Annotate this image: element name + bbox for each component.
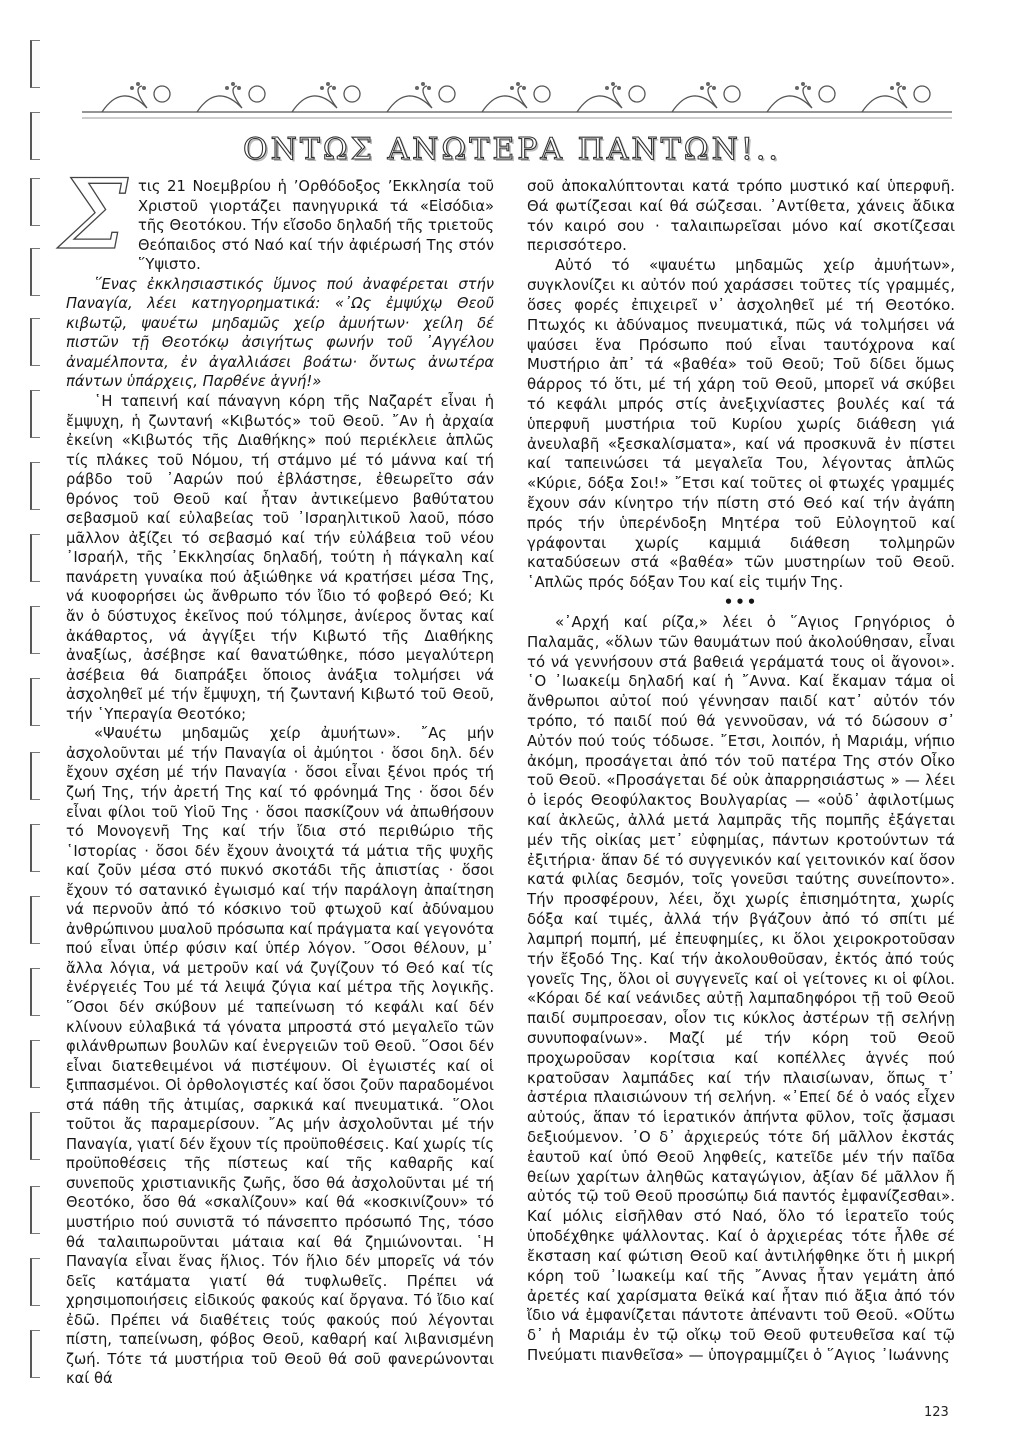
binder-holes bbox=[30, 0, 44, 1440]
ornamental-vine-border bbox=[72, 74, 962, 134]
page-title: ΟΝΤΩΣ ΑΝΩΤΕΡΑ ΠΑΝΤΩΝ!.. bbox=[243, 132, 781, 167]
body-paragraph: «Ψαυέτω μηδαμῶς χείρ ἀμυήτων». ῎Ας μήν ἀσχολοῦνται μέ τήν Παναγία οἱ ἀμύητοι · ὅσοι δηλ. δέν ἔχουν σχέση μέ τήν Παναγία · ὅσοι εἶναι ξένοι πρός τή ζωή Της, τήν ἀρετή Της καί τό φρόνημά Της · ὅσοι δέν εἶναι φίλοι τοῦ Υἱοῦ Της · ὅσοι πασκίζουν νά ἀπωθήσουν τό Μονογενῆ Της καί τήν ἴδια στό περιθώριο τῆς ῾Ιστορίας · ὅσοι δέν ἔχουν ἀνοιχτά τά μάτια τῆς ψυχῆς καί ζοῦν μέσα στό πυκνό σκοτάδι τῆς ἀπιστίας · ὅσοι ἔχουν τό σατανικό ἐγωισμό καί τήν παράλογη ἀπαίτηση νά περνοῦν ἀπό τό κόσκινο τοῦ φτωχοῦ καί ἀδύναμου ἀνθρώπινου μυαλοῦ πρόσωπα καί πράγματα καί γεγονότα πού εἶναι ὑπέρ φύσιν καί ὑπέρ λόγον. ῞Οσοι θέλουν, μ᾽ ἄλλα λόγια, νά μετροῦν καί νά ζυγίζουν τό Θεό καί τίς ἐνέργειές Του μέ τά λειψά ζύγια καί μέτρα τῆς λογικῆς. ῞Οσοι δέν σκύβουν μέ ταπείνωση τό κεφάλι καί δέν κλίνουν εὐλαβικά τά γόνατα μπροστά στό μεγαλεῖο τῶν φιλάνθρωπων βουλῶν καί ἐνεργειῶν τοῦ Θεοῦ. ῞Οσοι δέν εἶναι διατεθειμένοι νά πιστέψουν. Οἱ ἐγωιστές καί οἱ ξιππασμένοι. Οἱ ὀρθολογιστές καί ὅσοι ζοῦν παραδομένοι στά πάθη τῆς ἀτιμίας, σαρκικά καί πνευματικά. ῞Ολοι τοῦτοι ἄς παραμερίσουν. ῎Ας μήν ἀσχολοῦνται μέ τήν Παναγία, γιατί δέν ἔχουν τίς προϋποθέσεις. Καί χωρίς τίς προϋποθέσεις τῆς πίστεως καί τῆς καθαρῆς καί συνεποῦς χριστιανικῆς ζωῆς, ὅσο θά ἀσχολοῦνται μέ τή Θεοτόκο, ὅσο θά «σκαλίζουν» καί θά «κοσκινίζουν» τό μυστήριο πού συνιστᾶ τό πάνσεπτο πρόσωπό Της, τόσο θά ταλαιπωροῦνται μάταια καί θά ζημιώνονται. ῾Η Παναγία εἶναι ἕνας ἥλιος. Τόν ἥλιο δέν μπορεῖς νά τόν δεῖς κατάματα γιατί θά τυφλωθεῖς. Πρέπει νά χρησιμοποιήσεις εἰδικούς φακούς καί ὄργανα. Τό ἴδιο καί ἐδῶ. Πρέπει νά διαθέτεις τούς φακούς πού λέγονται πίστη, ταπείνωση, φόβος Θεοῦ, καθαρή καί λιβανισμένη ζωή. Τότε τά μυστήρια τοῦ Θεοῦ θά σοῦ φανερώνονται καί θά bbox=[66, 725, 494, 1388]
right-column bbox=[527, 177, 955, 1366]
body-paragraph: Αὐτό τό «ψαυέτω μηδαμῶς χείρ ἀμυήτων», συγκλονίζει κι αὐτόν πού χαράσσει τοῦτες τίς γραμμές, ὅσες φορές ἐπιχειρεῖ ν᾽ ἀσχοληθεῖ μέ τή Θεοτόκο. Πτωχός κι ἀδύναμος πνευματικά, πῶς νά τολμήσει νά ψαύσει ἕνα Πρόσωπο πού εἶναι ταυτόχρονα καί Μυστήριο ἀπ᾽ τά «βαθέα» τοῦ Θεοῦ; Τοῦ δίδει ὅμως θάρρος τό ὅτι, μέ τή χάρη τοῦ Θεοῦ, μπορεῖ νά σκύβει τό κεφάλι μπρός στίς ἀνεξιχνίαστες βουλές καί τά ὑπερφυῆ μυστήρια τοῦ Κυρίου χωρίς διάθεση γιά ἀνευλαβῆ «ξεσκαλίσματα», καί νά προσκυνᾶ ἐν πίστει καί ταπεινώσει τά μεγαλεῖα Του, λέγοντας ἁπλῶς «Κύριε, δόξα Σοι!» ῎Ετσι καί τοῦτες οἱ φτωχές γραμμές ἔχουν σάν κίνητρο τήν πίστη στό Θεό καί τήν ἀγάπη πρός τήν ὑπερένδοξη Μητέρα τοῦ Εὐλογητοῦ καί γράφονται χωρίς καμμιά διάθεση τολμηρῶν καταδύσεων στά «βαθέα» τῶν μυστηρίων τοῦ Θεοῦ. ῾Απλῶς πρός δόξαν Του καί εἰς τιμήν Της. bbox=[527, 256, 955, 592]
body-paragraph: «᾽Αρχή καί ρίζα,» λέει ὁ ῞Αγιος Γρηγόριος ὁ Παλαμᾶς, «ὅλων τῶν θαυμάτων πού ἀκολούθησαν, εἶναι τό νά γεννήσουν στά βαθειά γεράματά τους οἱ ἄγονοι». ῾Ο ᾽Ιωακείμ δηλαδή καί ἡ ῎Αννα. Καί ἔκαμαν τάμα οἱ ἄνθρωποι αὐτοί πού γέννησαν παιδί κατ᾽ αὐτόν τόν τρόπο, τό παιδί πού θά γεννοῦσαν, νά τό δώσουν σ᾽ Αὐτόν πού τούς τόδωσε. ῎Ετσι, λοιπόν, ἡ Μαριάμ, νήπιο ἀκόμη, προσάγεται ἀπό τόν τοῦ πατέρα Της στόν Οἶκο τοῦ Θεοῦ. «Προσάγεται δέ οὐκ ἀπαρρησιάστως » — λέει ὁ ἱερός Θεοφύλακτος Βουλγαρίας — «οὐδ᾽ ἀφιλοτίμως καί ἀκλεῶς, ἀλλά μετά λαμπρᾶς τῆς πομπῆς ἐξάγεται μέν τῆς οἰκίας μετ᾽ εὐφημίας, πάντων κροτούντων τά ἐξιτήρια· ἅπαν δέ τό συγγενικόν καί γειτονικόν καί ὅσον κατά φιλίας δεσμόν, τοῖς γονεῦσι ταύτης συνείποντο». Τήν προσφέρουν, λέει, ὄχι χωρίς ἐπισημότητα, χωρίς δόξα καί τιμές, ἀλλά τήν βγάζουν ἀπό τό σπίτι μέ λαμπρή πομπή, μέ ἐπευφημίες, κι ὅλοι χειροκροτοῦσαν τήν ἔξοδό Της. Καί τήν ἀκολουθοῦσαν, ἐκτός ἀπό τούς γονεῖς Της, ὅλοι οἱ συγγενεῖς καί οἱ γείτονες κι οἱ φίλοι. «Κόραι δέ καί νεάνιδες αὐτῇ λαμπαδηφόροι τῇ τοῦ Θεοῦ παιδί συμπροεσαν, οἷον τις κύκλος ἀστέρων τῇ σελήνῃ συνυποφαίνων». Μαζί μέ τήν κόρη τοῦ Θεοῦ προχωροῦσαν κορίτσια καί κοπέλλες ἁγνές πού κρατοῦσαν λαμπάδες καί τήν πλαισίωναν, ὅπως τ᾽ ἀστέρια πλαισιώνουν τή σελήνη. «᾽Επεί δέ ὁ ναός εἶχεν αὐτούς, ἅπαν τό ἱερατικόν ἀπήντα φῦλον, τοῖς ᾄσμασι δεξιούμενον. ᾽Ο δ᾽ ἀρχιερεύς τότε δή μᾶλλον ἐκστάς ἑαυτοῦ καί ὑπό Θεοῦ ληφθείς, κατεῖδε μέν τήν παῖδα θείων χαρίτων ἀληθῶς καταγώγιον, ἀξίαν δέ μᾶλλον ἤ αὐτός τῷ τοῦ Θεοῦ προσώπῳ διά παντός ἐμφανίζεσθαι». Καί μόλις εἰσῆλθαν στό Ναό, ὅλο τό ἱερατεῖο τούς ὑποδέχθηκε ψάλλοντας. Καί ὁ ἀρχιερέας τότε ἦλθε σέ ἔκσταση καί φώτιση Θεοῦ καί ἀντιλήφθηκε ὅτι ἡ μικρή κόρη τοῦ ᾽Ιωακείμ καί τῆς ῎Αννας ἦταν γεμάτη ἀπό ἀρετές καί χαρίσματα θεϊκά καί ἦταν πιό ἄξια ἀπό τόν ἴδιο νά ἐμφανίζεται πάντοτε ἀπέναντι τοῦ Θεοῦ. «Οὕτω δ᾽ ἡ Μαριάμ ἐν τῷ οἴκῳ τοῦ Θεοῦ φυτευθεῖσα καί τῷ Πνεύματι πιανθεῖσα» — ὑπογραμμίζει ὁ ῞Αγιος ᾽Ιωάννης bbox=[527, 612, 955, 1364]
section-separator: ••• bbox=[723, 593, 759, 612]
decorative-drop-cap: Σ bbox=[60, 159, 128, 271]
paragraph-text: τις 21 Νοεμβρίου ἡ ’Ορθόδοξος ’Εκκλησία τοῦ Χριστοῦ γιορτάζει πανηγυρικά τά «Εἰσόδια» τῆς Θεοτόκου. Τήν εἴσοδο δηλαδή τῆς τριετοῦς Θεόπαιδος στό Ναό καί τήν ἀφιέρωσή Της στόν ῞Υψιστο. bbox=[138, 178, 494, 274]
page-number: 123 bbox=[924, 1405, 949, 1420]
body-paragraph: ῾Η ταπεινή καί πάναγνη κόρη τῆς Ναζαρέτ εἶναι ἡ ἔμψυχη, ἡ ζωντανή «Κιβωτός» τοῦ Θεοῦ. ῎Αν ἡ ἀρχαία ἐκείνη «Κιβωτός τῆς Διαθήκης» πού περιέκλειε ἁπλῶς τίς πλάκες τοῦ Νόμου, τή στάμνο μέ τό μάννα καί τή ράβδο τοῦ ᾽Ααρών πού ἐβλάστησε, ἐθεωρεῖτο σάν θρόνος τοῦ Θεοῦ καί ἦταν ἀντικείμενο βαθύτατου σεβασμοῦ καί εὐλαβείας τοῦ ᾽Ισραηλιτικοῦ λαοῦ, πόσο μᾶλλον ἀξίζει τό σεβασμό καί τήν εὐλάβεια τοῦ νέου ᾽Ισραήλ, τῆς ᾽Εκκλησίας δηλαδή, τούτη ἡ πάγκαλη καί πανάρετη γυναίκα πού ἀξιώθηκε νά κρατήσει μέσα Της, νά κυοφορήσει ὡς ἄνθρωπο τόν ἴδιο τό φοβερό Θεό; Κι ἄν ὁ δύστυχος ἐκεῖνος πού τόλμησε, ἀνίερος ὄντας καί ἀκάθαρτος, νά ἀγγίξει τήν Κιβωτό τῆς Διαθήκης ἀναξίως, ἀσέβησε καί θανατώθηκε, πόσο μεγαλύτερη ἀσέβεια θά διαπράξει ὅποιος ἀνάξια τολμήσει νά ἀσχοληθεῖ μέ τήν ἔμψυχη, τή ζωντανή Κιβωτό τοῦ Θεοῦ, τήν ῾Υπεραγία Θεοτόκο; bbox=[66, 393, 494, 723]
opening-paragraph bbox=[60, 159, 494, 275]
hymn-paragraph: ῞Ενας ἐκκλησιαστικός ὕμνος πού ἀναφέρεται στήν Παναγία, λέει κατηγορηματικά: «᾽Ως ἐμψύχῳ Θεοῦ κιβωτῷ, ψαυέτω μηδαμῶς χείρ ἀμυήτων· χείλη δέ πιστῶν τῇ Θεοτόκῳ ἀσιγήτως φωνήν τοῦ ᾽Αγγέλου ἀναμέλποντα, ἐν ἀγαλλιάσει βοάτω· ὄντως ἀνωτέρα πάντων ὑπάρχεις, Παρθένε ἁγνή!» bbox=[66, 275, 494, 391]
continued-paragraph: σοῦ ἀποκαλύπτονται κατά τρόπο μυστικό καί ὑπερφυῆ. Θά φωτίζεσαι καί θά σώζεσαι. ᾽Αντίθετα, χάνεις ἄδικα τόν καιρό σου · ταλαιπωρεῖσαι μόνο καί σκοτίζεσαι περισσότερο. bbox=[527, 177, 955, 255]
left-column bbox=[60, 159, 494, 1389]
